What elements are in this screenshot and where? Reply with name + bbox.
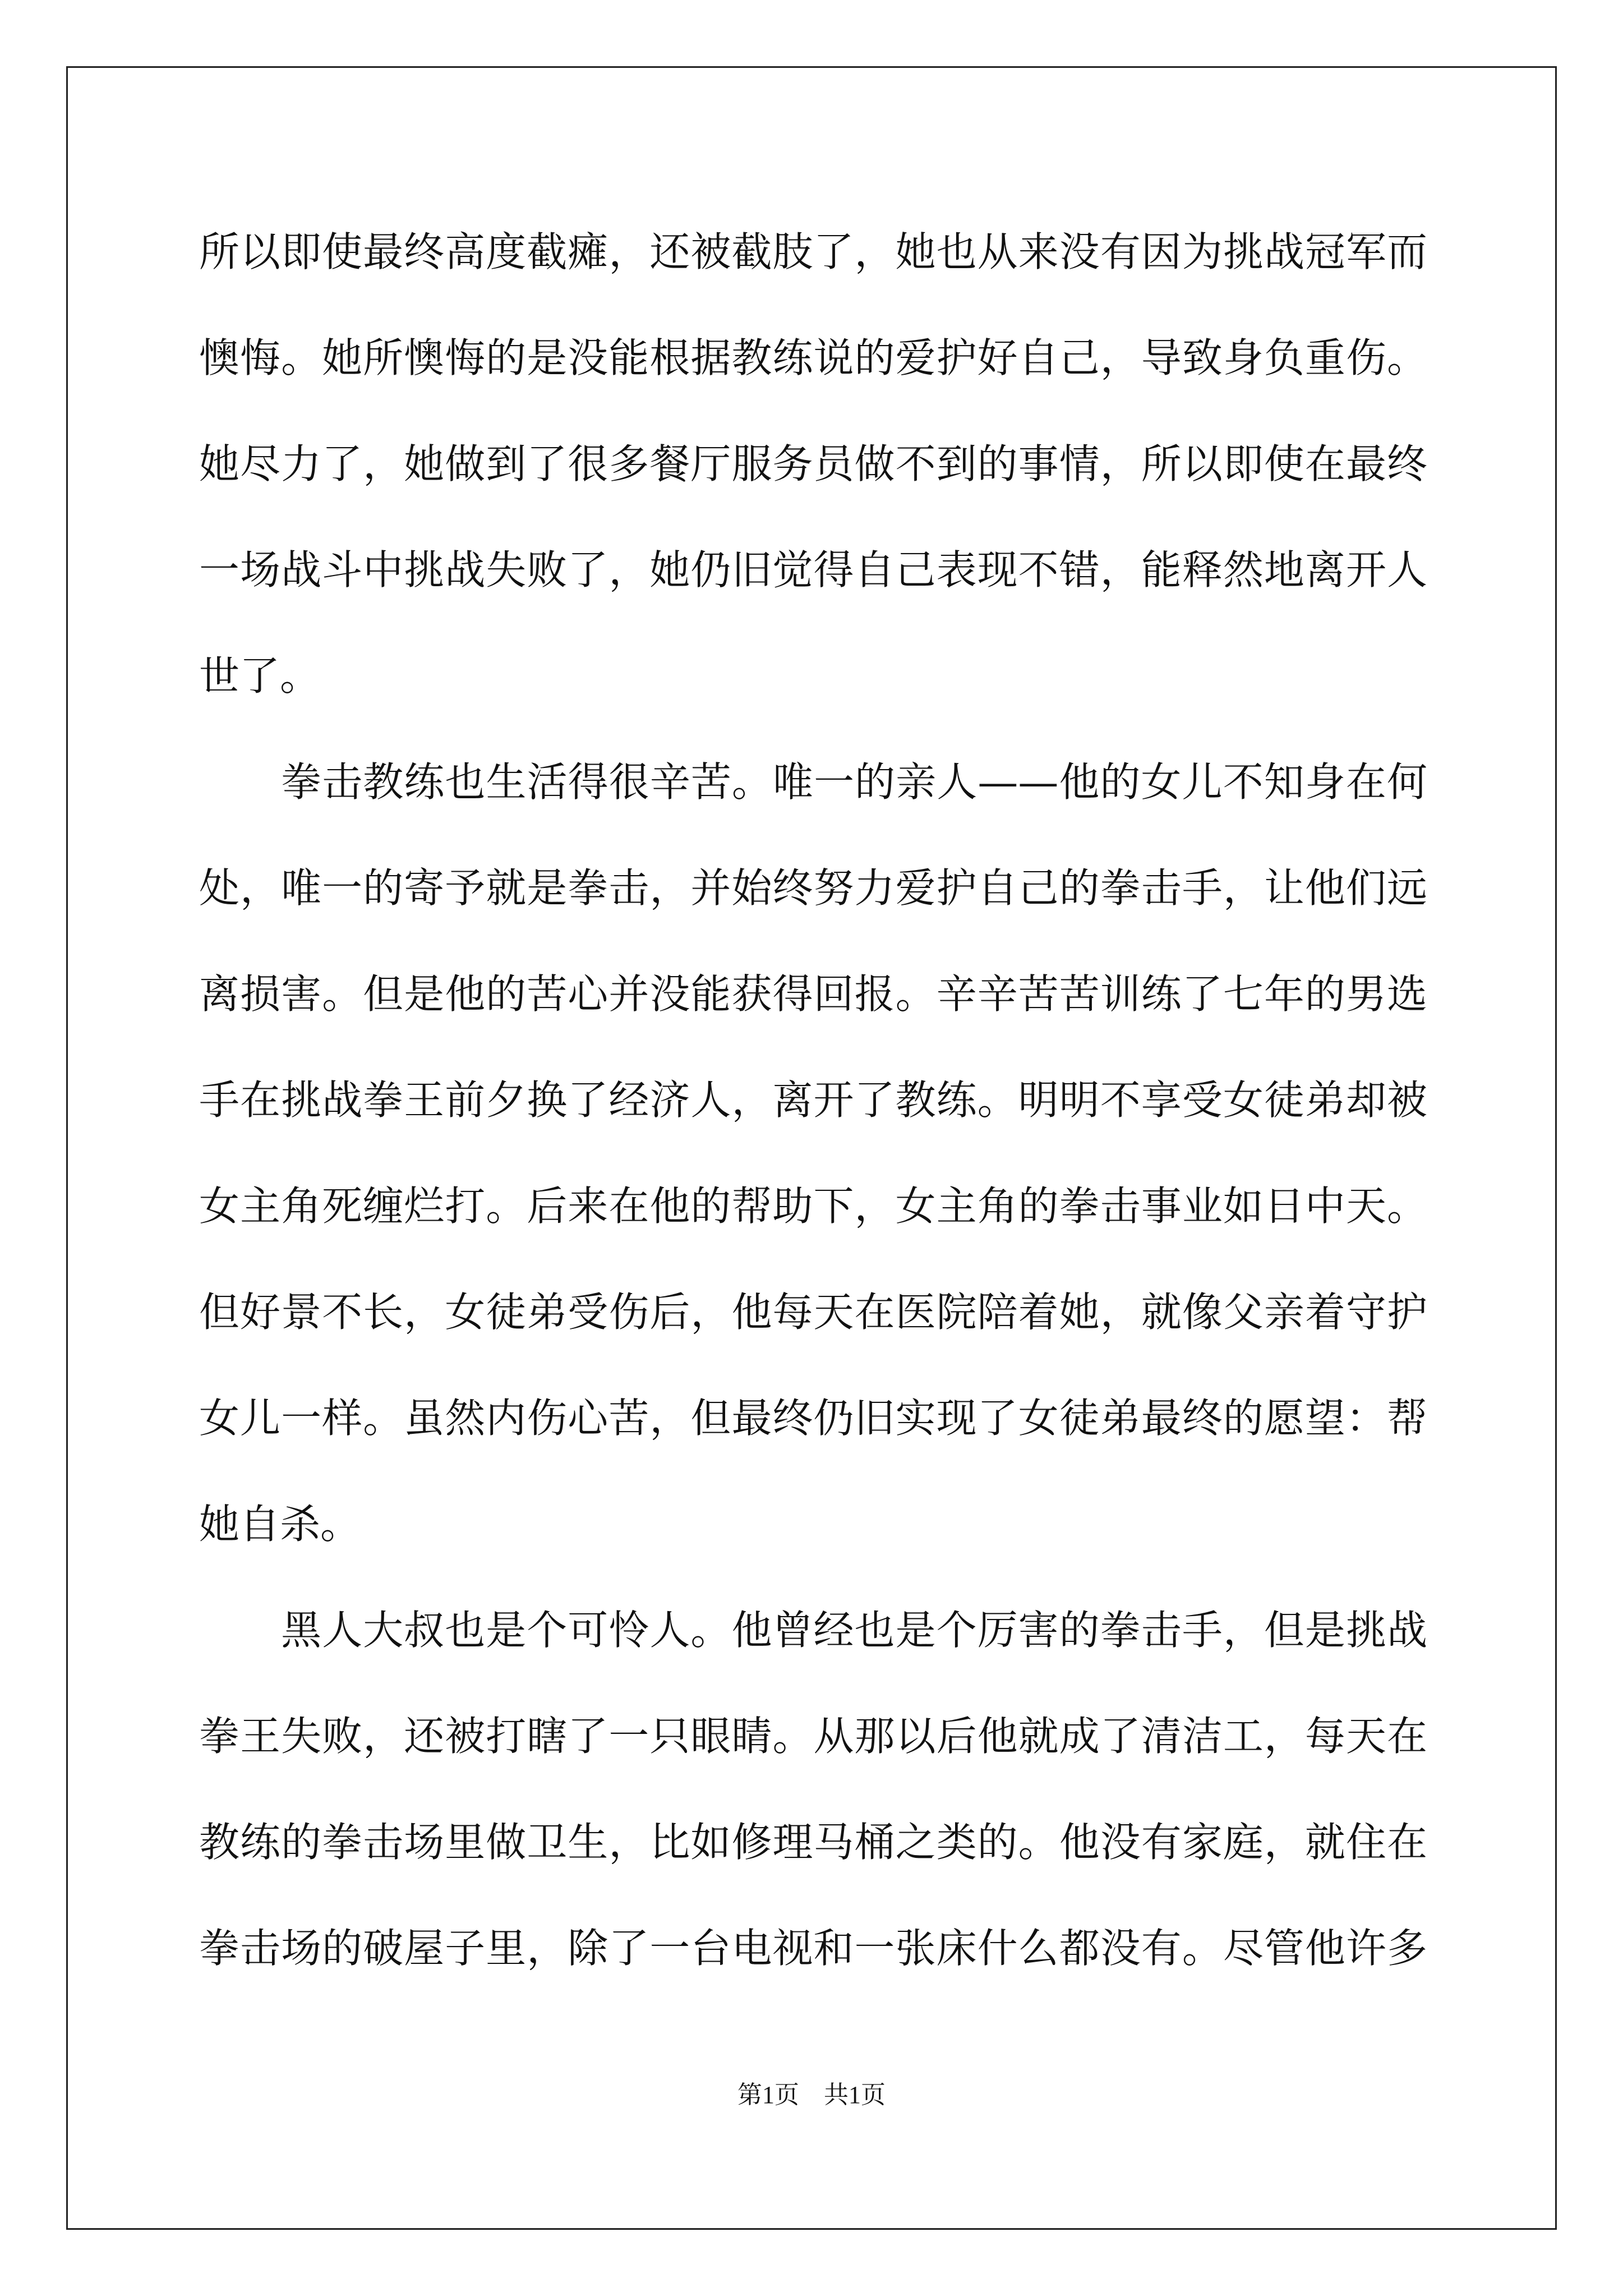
text-line: 一场战斗中挑战失败了，她仍旧觉得自己表现不错，能释然地离开人: [199, 546, 1427, 593]
text-line: 拳王失败，还被打瞎了一只眼睛。从那以后他就成了清洁工，每天在: [199, 1713, 1427, 1760]
document-body: [199, 199, 1427, 2001]
text-line: 教练的拳击场里做卫生，比如修理马桶之类的。他没有家庭，就住在: [199, 1819, 1427, 1866]
text-line: 女儿一样。虽然内伤心苦，但最终仍旧实现了女徒弟最终的愿望：帮: [199, 1395, 1427, 1442]
text-line: 世了。: [199, 652, 321, 700]
text-line: 她尽力了，她做到了很多餐厅服务员做不到的事情，所以即使在最终: [199, 440, 1427, 487]
paragraph: [199, 1577, 1427, 2001]
text-line: 手在挑战拳王前夕换了经济人，离开了教练。明明不享受女徒弟却被: [199, 1076, 1427, 1124]
text-line: 懊悔。她所懊悔的是没能根据教练说的爱护好自己，导致身负重伤。: [199, 334, 1427, 381]
page-footer: [0, 2078, 1623, 2112]
text-line: 处，唯一的寄予就是拳击，并始终努力爱护自己的拳击手，让他们远: [199, 864, 1427, 912]
text-line: 所以即使最终高度截瘫，还被截肢了，她也从来没有因为挑战冠军而: [199, 228, 1427, 275]
text-line: 拳击场的破屋子里，除了一台电视和一张床什么都没有。尽管他许多: [199, 1925, 1427, 1972]
text-line: 但好景不长，女徒弟受伤后，他每天在医院陪着她，就像父亲着守护: [199, 1289, 1427, 1336]
text-line: 离损害。但是他的苦心并没能获得回报。辛辛苦苦训练了七年的男选: [199, 970, 1427, 1018]
text-line: 拳击教练也生活得很辛苦。唯一的亲人——他的女儿不知身在何: [199, 758, 1427, 806]
page-number-label: 第1页 共1页: [737, 2081, 886, 2109]
paragraph: [199, 729, 1427, 1577]
paragraph: [199, 199, 1427, 729]
text-line: 女主角死缠烂打。后来在他的帮助下，女主角的拳击事业如日中天。: [199, 1182, 1427, 1230]
text-line: 她自杀。: [199, 1501, 361, 1548]
text-line: 黑人大叔也是个可怜人。他曾经也是个厉害的拳击手，但是挑战: [199, 1607, 1427, 1654]
